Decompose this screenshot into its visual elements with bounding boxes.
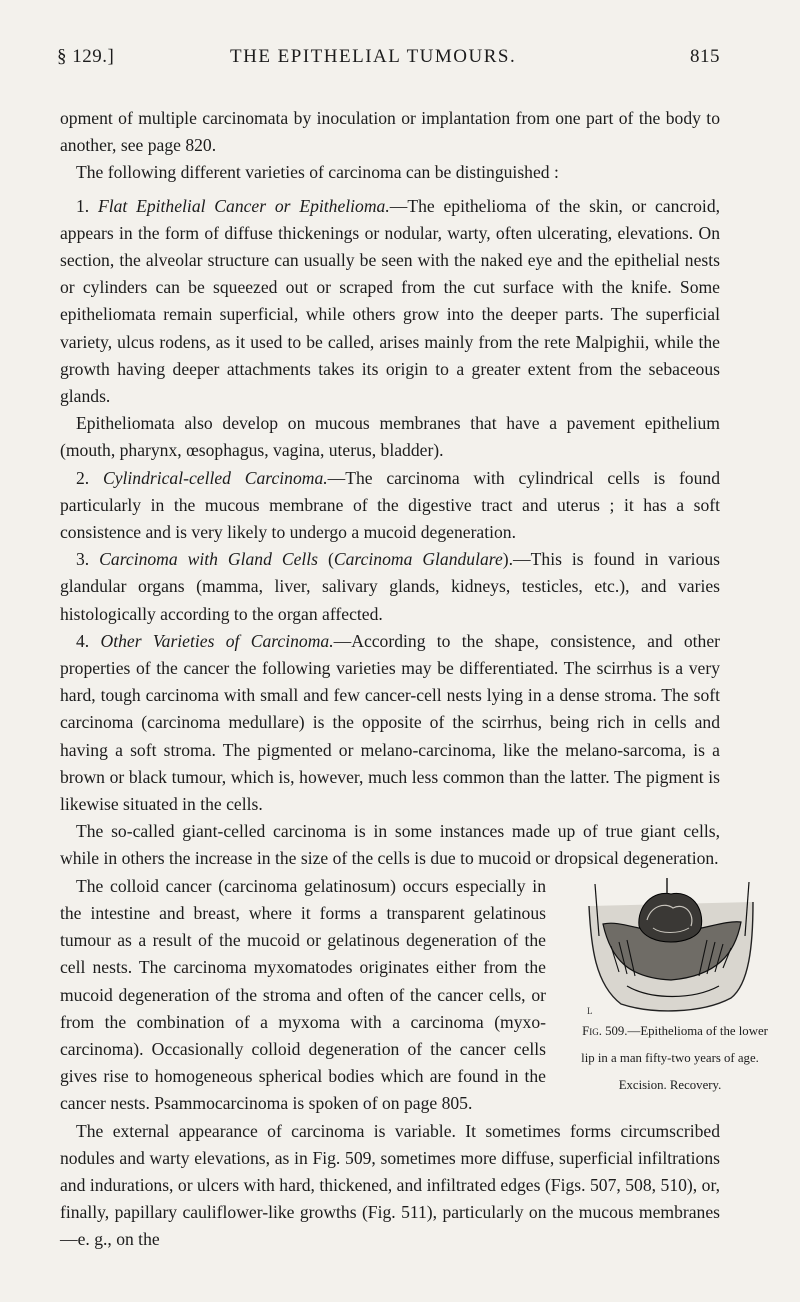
paragraph: Epitheliomata also develop on mucous membranes that have a pavement epithelium (mouth, pharynx, œsophagus, vagina, uterus, bladder). xyxy=(60,413,720,461)
heading-glandulare: Carcinoma Glandulare xyxy=(333,549,503,570)
running-header xyxy=(57,46,720,76)
figure-509 xyxy=(568,876,772,1098)
paragraph-colloid: L Fig. 509.—Epithelioma of the lower lip in a man fifty-two years of age. Excision. Recovery. The colloid cancer (carcinoma gelatinosum) occurs especially in the intestine and breast, where it forms a transparent gelatinous tumour as a result of the mucoid or gelatinous degeneration of the cell nests. The carcinoma myxomatodes originates either from the mucoid degeneration of the stroma and often of the cancer cells, or from the combination of a myxoma with a carcinoma (myxo-carcinoma). Occasionally colloid degeneration of the cancer cells gives rise to homogeneous spherical bodies which are found in the cancer nests. Psammocarcinoma is spoken of on page 805. xyxy=(60,873,720,1118)
book-page xyxy=(57,0,768,1302)
paragraph-gland-cells: 3. Carcinoma with Gland Cells (Carcinoma Glandulare).—This is found in various glandular organs (mamma, liver, salivary glands, kidneys, testicles, etc.), and varies histologically according to the organ affected. xyxy=(60,549,721,624)
paragraph: opment of multiple carcinomata by inoculation or implantation from one part of the body to another, see page 820. xyxy=(60,108,720,156)
body-text xyxy=(60,105,768,1254)
page-title: THE EPITHELIAL TUMOURS. xyxy=(230,46,517,67)
paragraph: The so-called giant-celled carcinoma is in some instances made up of true giant cells, while in others the increase in the size of the cells is due to mucoid or dropsical degeneration. xyxy=(60,821,720,869)
heading-gland-cells: Carcinoma with Gland Cells xyxy=(99,549,319,570)
figure-caption: Fig. 509.—Epithelioma of the lower lip in a man fifty-two years of age. Excision. Recovery. xyxy=(581,1023,768,1093)
paragraph-cylindrical: 2. Cylindrical-celled Carcinoma.—The carcinoma with cylindrical cells is found particularly in the mucous membrane of the digestive tract and uterus ; it has a soft consistence and is very likely to undergo a mucoid degeneration. xyxy=(60,467,720,543)
epithelioma-illustration xyxy=(581,876,759,1016)
heading-other-varieties: Other Varieties of Carcinoma. xyxy=(100,630,334,651)
page-number: 815 xyxy=(690,46,720,67)
heading-flat-epithelial: Flat Epithelial Cancer or Epithelioma. xyxy=(98,195,390,216)
paragraph-flat-epithelial: 1. Flat Epithelial Cancer or Epithelioma.—The epithelioma of the skin, or cancroid, appears in the form of diffuse thickenings or nodular, warty, often ulcerating, elevations. On section, the alveolar structure can usually be seen with the naked eye and the epithelial nests or cylinders can be squeezed out or scraped from the cut surface with the knife. Some epitheliomata remain superficial, while others grow into the deeper parts. The superficial variety, ulcus rodens, as it used to be called, arises mainly from the rete Malpighii, while the growth having deeper attachments takes its origin to a greater extent from the sebaceous glands. xyxy=(60,195,721,407)
heading-cylindrical: Cylindrical-celled Carcinoma. xyxy=(102,467,328,488)
paragraph: The following different varieties of carcinoma can be distinguished : xyxy=(76,162,559,183)
paragraph-other-varieties: 4. Other Varieties of Carcinoma.—According to the shape, consistence, and other properties of the cancer the following varieties may be differentiated. The scirrhus is a very hard, tough carcinoma with small and few cancer-cell nests lying in a dense stroma. The soft carcinoma (carcinoma medullare) is the opposite of the scirrhus, being rich in cells and having a soft stroma. The pigmented or melano-carcinoma, like the melano-sarcoma, is a brown or black tumour, which is, however, much less common than the latter. The pigment is likewise situated in the cells. xyxy=(60,630,720,815)
section-number: § 129.] xyxy=(57,46,115,67)
svg-text:L: L xyxy=(587,1005,593,1016)
paragraph: The external appearance of carcinoma is variable. It sometimes forms circumscribed nodules and warty elevations, as in Fig. 509, sometimes more diffuse, superficial infiltrations and indurations, or ulcers with hard, thickened, and infiltrated edges (Figs. 507, 508, 510), or, finally, papillary cauliflower-like growths (Fig. 511), particularly on the mucous membranes—e. g., on the xyxy=(60,1120,720,1250)
figure-number: Fig. 509. xyxy=(582,1023,628,1038)
